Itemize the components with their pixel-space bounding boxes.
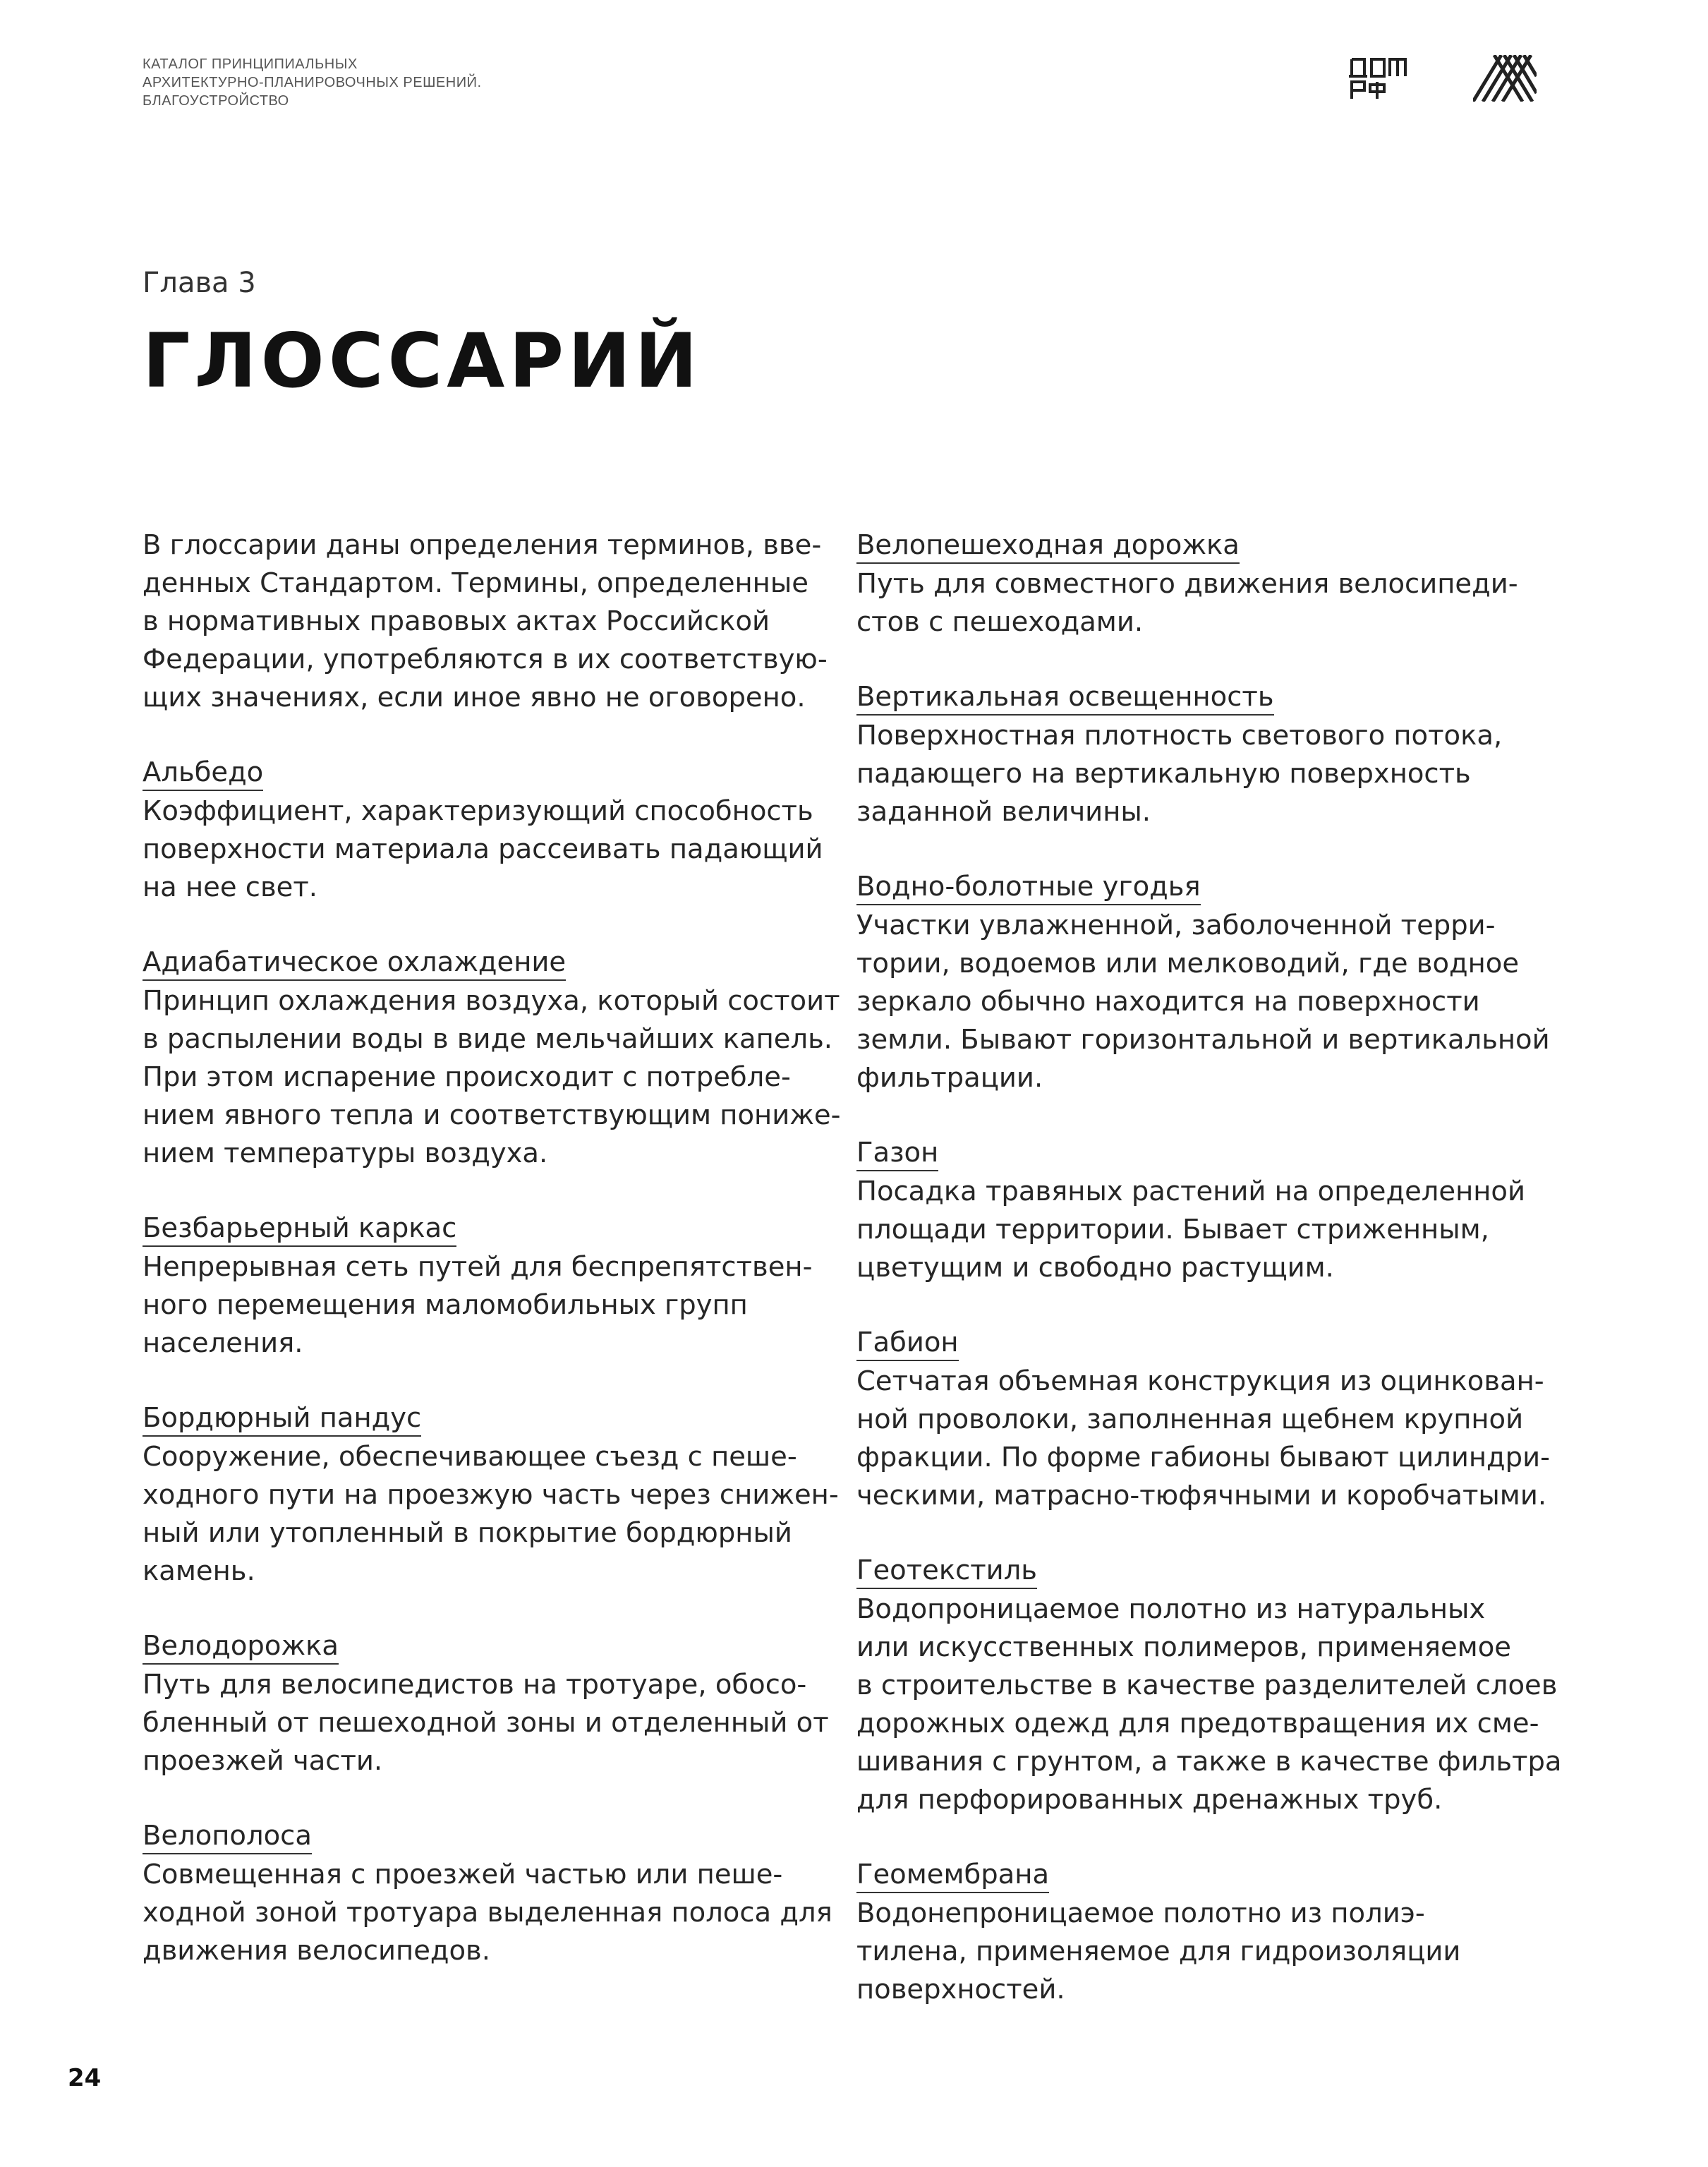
glossary-entry-albedo <box>143 754 827 907</box>
definition-line: Принцип охлаждения воздуха, который состоит <box>143 985 840 1017</box>
definition-line: шивания с грунтом, а также в качестве фильтра <box>856 1746 1562 1777</box>
definition-line: Поверхностная плотность светового потока, <box>856 720 1503 751</box>
intro-line: В глоссарии даны определения терминов, вве- <box>143 529 822 561</box>
glossary-entry-bike-path <box>143 1627 827 1780</box>
definition-line: проезжей части. <box>143 1745 383 1777</box>
definition-line: Посадка травяных растений на определенной <box>856 1176 1526 1207</box>
left-column <box>143 526 841 2007</box>
glossary-entry-wetlands <box>856 868 1562 1097</box>
glossary-term: Вертикальная освещенность <box>856 680 1274 716</box>
glossary-term: Безбарьерный каркас <box>143 1212 456 1247</box>
glossary-entry-gabion <box>856 1324 1562 1515</box>
definition-line: фильтрации. <box>856 1062 1043 1094</box>
glossary-term: Велодорожка <box>143 1629 339 1665</box>
chapter-label: Глава 3 <box>143 267 256 299</box>
definition-line: ной проволоки, заполненная щебнем крупной <box>856 1404 1524 1435</box>
definition-line: дорожных одежд для предотвращения их сме- <box>856 1708 1539 1739</box>
definition-line: Сооружение, обеспечивающее съезд с пеше- <box>143 1441 797 1473</box>
definition-line: Путь для совместного движения велосипеди- <box>856 568 1518 600</box>
glossary-term: Альбедо <box>143 756 263 791</box>
definition-line: площади территории. Бывает стриженным, <box>856 1214 1489 1245</box>
intro-line: щих значениях, если иное явно не оговорено. <box>143 682 806 713</box>
glossary-term: Геотекстиль <box>856 1554 1037 1589</box>
definition-line: поверхности материала рассеивать падающий <box>143 833 823 865</box>
definition-line: ходного пути на проезжую часть через снижен- <box>143 1479 839 1511</box>
definition-line: в строительстве в качестве разделителей слоев <box>856 1670 1558 1701</box>
glossary-term: Велопешеходная дорожка <box>856 529 1240 564</box>
definition-line: Совмещенная с проезжей частью или пеше- <box>143 1859 783 1890</box>
definition-line: или искусственных полимеров, применяемое <box>856 1631 1511 1663</box>
definition-line: ходной зоной тротуара выделенная полоса для <box>143 1897 832 1928</box>
definition-line: Коэффициент, характеризующий способность <box>143 795 813 827</box>
definition-line: бленный от пешеходной зоны и отделенный от <box>143 1707 829 1739</box>
glossary-term: Газон <box>856 1136 938 1171</box>
glossary-term: Бордюрный пандус <box>143 1401 421 1437</box>
definition-line: для перфорированных дренажных труб. <box>856 1784 1443 1816</box>
definition-line: заданной величины. <box>856 796 1151 828</box>
definition-line: Водонепроницаемое полотно из полиэ- <box>856 1897 1425 1929</box>
glossary-entry-geotextile <box>856 1552 1562 1819</box>
definition-line: ческими, матрасно-тюфячными и коробчатыми. <box>856 1480 1547 1511</box>
definition-line: При этом испарение происходит с потребле- <box>143 1061 791 1093</box>
definition-line: зеркало обычно находится на поверхности <box>856 986 1480 1018</box>
pattern-logo <box>1473 55 1537 102</box>
definition-line: стов с пешеходами. <box>856 606 1144 638</box>
right-column <box>856 526 1562 2046</box>
intro-line: денных Стандартом. Термины, определенные <box>143 567 808 599</box>
glossary-entry-geomembrane <box>856 1856 1562 2009</box>
dom-rf-logo <box>1349 55 1408 102</box>
definition-line: Путь для велосипедистов на тротуаре, обосо- <box>143 1669 807 1701</box>
glossary-entry-bike-lane <box>143 1817 832 1970</box>
definition-line: Водопроницаемое полотно из натуральных <box>856 1593 1486 1625</box>
glossary-term: Габион <box>856 1326 959 1361</box>
definition-line: поверхностей. <box>856 1974 1065 2005</box>
header-line: АРХИТЕКТУРНО-ПЛАНИРОВОЧНЫХ РЕШЕНИЙ. <box>143 75 482 90</box>
definition-line: фракции. По форме габионы бывают цилиндри- <box>856 1442 1550 1473</box>
definition-line: Участки увлажненной, заболоченной терри- <box>856 910 1496 941</box>
definition-line: тилена, применяемое для гидроизоляции <box>856 1936 1461 1967</box>
glossary-entry-curb-ramp <box>143 1399 839 1590</box>
glossary-term: Водно-болотные угодья <box>856 870 1201 905</box>
definition-line: земли. Бывают горизонтальной и вертикальной <box>856 1024 1550 1056</box>
catalog-header <box>143 55 482 110</box>
definition-line: камень. <box>143 1555 255 1587</box>
intro-paragraph <box>143 526 827 717</box>
definition-line: цветущим и свободно растущим. <box>856 1252 1334 1284</box>
glossary-term: Велополоса <box>143 1819 312 1854</box>
definition-line: населения. <box>143 1327 303 1359</box>
glossary-entry-vertical-illuminance <box>856 678 1562 831</box>
definition-line: нием явного тепла и соответствующим понижe- <box>143 1099 841 1131</box>
page-title: ГЛОССАРИЙ <box>143 318 702 404</box>
header-line: КАТАЛОГ ПРИНЦИПИАЛЬНЫХ <box>143 56 358 72</box>
definition-line: падающего на вертикальную поверхность <box>856 758 1471 790</box>
definition-line: тории, водоемов или мелководий, где водное <box>856 948 1520 979</box>
definition-line: ного перемещения маломобильных групп <box>143 1289 748 1321</box>
definition-line: ный или утопленный в покрытие бордюрный <box>143 1517 792 1549</box>
glossary-entry-shared-path <box>856 526 1562 641</box>
definition-line: движения велосипедов. <box>143 1935 490 1967</box>
definition-line: на нее свет. <box>143 871 317 903</box>
glossary-term: Геомембрана <box>856 1858 1049 1893</box>
definition-line: в распылении воды в виде мельчайших капель. <box>143 1023 833 1055</box>
definition-line: Сетчатая объемная конструкция из оцинкован- <box>856 1365 1544 1397</box>
definition-line: Непрерывная сеть путей для беспрепятствен- <box>143 1251 813 1283</box>
page-number: 24 <box>68 2064 102 2092</box>
glossary-entry-barrier-free-framework <box>143 1209 827 1363</box>
glossary-term: Адиабатическое охлаждение <box>143 946 566 981</box>
intro-line: Федерации, употребляются в их соответствую- <box>143 644 828 675</box>
glossary-entry-adiabatic-cooling <box>143 943 841 1173</box>
intro-line: в нормативных правовых актах Российской <box>143 605 770 637</box>
definition-line: нием температуры воздуха. <box>143 1137 548 1169</box>
header-line: БЛАГОУСТРОЙСТВО <box>143 93 289 109</box>
glossary-entry-lawn <box>856 1134 1562 1287</box>
